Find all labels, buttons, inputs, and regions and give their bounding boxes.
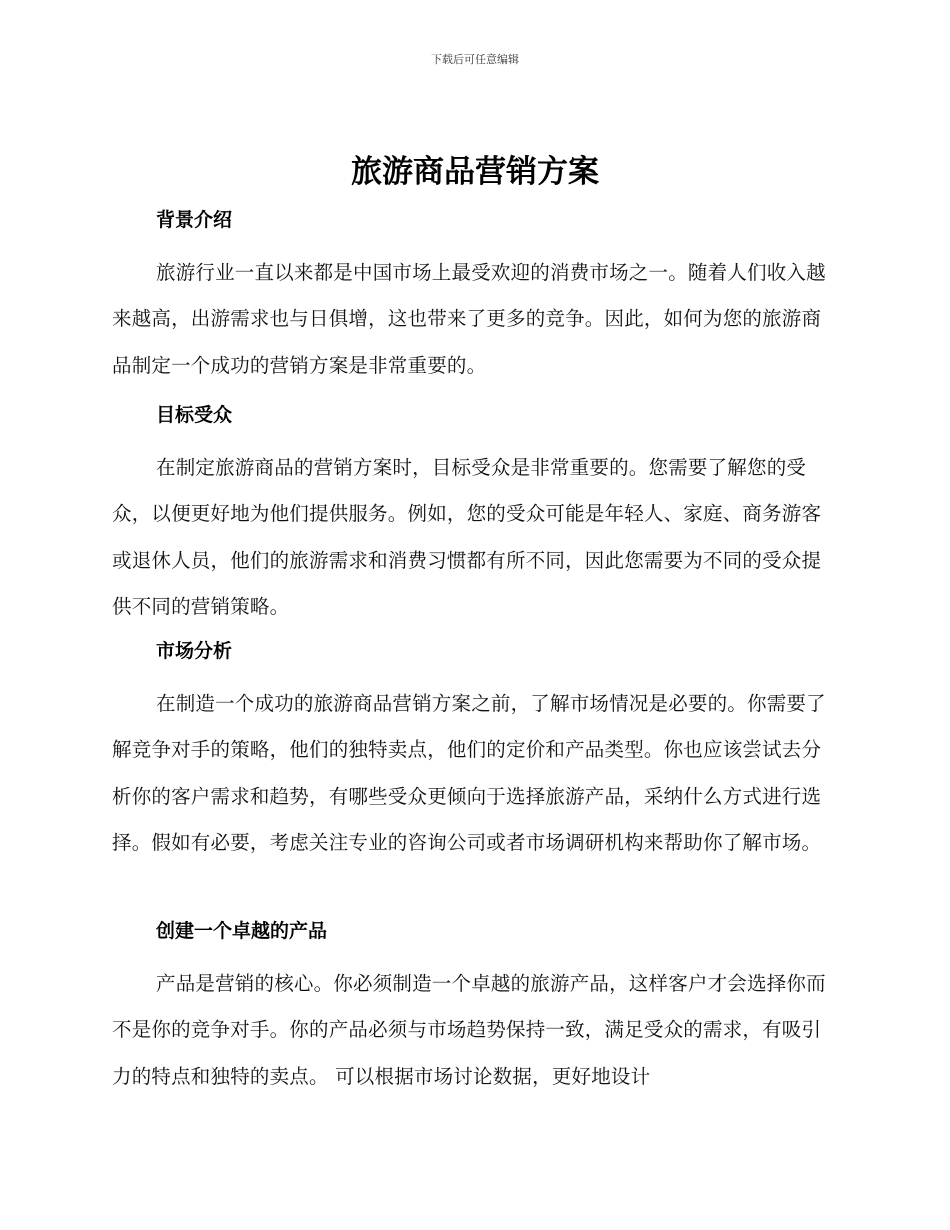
section-heading-create-product: 创建一个卓越的产品	[156, 920, 328, 942]
section-heading-background: 背景介绍	[156, 209, 233, 231]
document-title: 旅游商品营销方案	[351, 154, 599, 190]
page-header-note: 下载后可任意编辑	[431, 53, 519, 66]
section-heading-target-audience: 目标受众	[156, 404, 233, 426]
section-body-target-audience: 在制定旅游商品的营销方案时，目标受众是非常重要的。您需要了解您的受众，以便更好地为他们提供服务。例如，您的受众可能是年轻人、家庭、商务游客或退休人员，他们的旅游需求和消费习惯都有所不同，因此您需要为不同的受众提供不同的营销策略。	[112, 456, 822, 618]
section-body-market-analysis: 在制造一个成功的旅游商品营销方案之前，了解市场情况是必要的。你需要了解竞争对手的策略，他们的独特卖点，他们的定价和产品类型。你也应该尝试去分析你的客户需求和趋势，有哪些受众更倾向于选择旅游产品，采纳什么方式进行选择。假如有必要，考虑关注专业的咨询公司或者市场调研机构来帮助你了解市场。	[112, 692, 826, 854]
section-body-create-product: 产品是营销的核心。你必须制造一个卓越的旅游产品，这样客户才会选择你而不是你的竞争对手。你的产品必须与市场趋势保持一致，满足受众的需求，有吸引力的特点和独特的卖点。 可以根据市场讨论数据，更好地设计	[112, 972, 826, 1088]
section-heading-market-analysis: 市场分析	[156, 640, 233, 662]
section-body-background: 旅游行业一直以来都是中国市场上最受欢迎的消费市场之一。随着人们收入越来越高，出游需求也与日俱增，这也带来了更多的竞争。因此，如何为您的旅游商品制定一个成功的营销方案是非常重要的。	[112, 261, 826, 377]
